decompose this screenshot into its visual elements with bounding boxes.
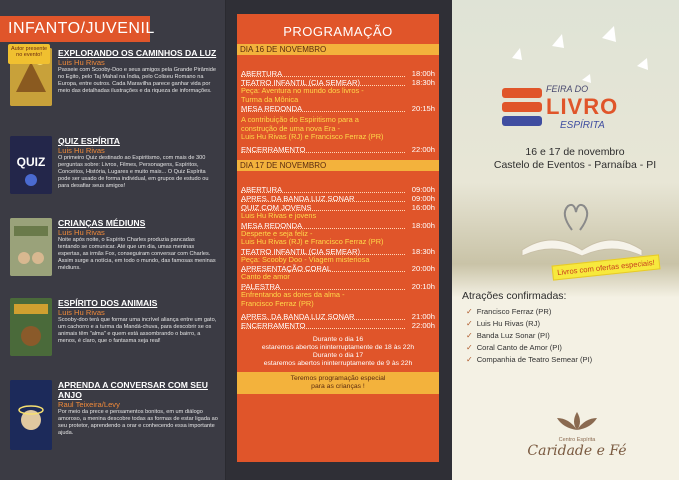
- program-panel: [226, 0, 452, 480]
- list-item: [466, 342, 592, 354]
- event-detail: Desperte e seja feliz -: [241, 228, 313, 238]
- opening-note: estaremos abertos ininterruptamente de 9 às 22h: [263, 360, 413, 368]
- event-detail: Enfrentando as dores da alma -: [241, 289, 345, 299]
- event-detail: Peça: Aventura no mundo dos livros -: [241, 86, 364, 95]
- event-detail: Luis Hu Rivas e jovens: [241, 210, 317, 220]
- book-item: [6, 298, 216, 376]
- event-name: MESA REDONDA: [241, 104, 303, 114]
- check-icon: ✓: [466, 307, 473, 316]
- book-description: Scooby-doo terá que formar uma incrível aliança entre um gato, um cachorro e a turma da Mandá-chuva, para descobrir se os animais têm "alma" e quem está assombrando o bairro, a menos, é claro, que o fantasma seja real!: [58, 317, 217, 344]
- schedule-item: [237, 78, 439, 87]
- event-time: 18:30h: [411, 246, 435, 256]
- schedule-item: [237, 69, 439, 78]
- event-time: 20:00h: [411, 264, 435, 274]
- event-info-panel: [452, 0, 679, 480]
- book-author: Luis Hu Rivas: [58, 228, 105, 237]
- book-author: Luis Hu Rivas: [58, 308, 105, 317]
- schedule-item: [237, 104, 439, 113]
- attraction-name: Companhia de Teatro Semear (PI): [476, 355, 593, 364]
- book-author: Luis Hu Rivas: [58, 58, 105, 67]
- event-name: TEATRO INFANTIL (CIA SEMEAR): [241, 246, 360, 256]
- event-name: APRES. DA BANDA LUZ SONAR: [241, 312, 355, 322]
- event-detail: Luis Hu Rivas (RJ) e Francisco Ferraz (PR): [241, 132, 384, 142]
- event-name: APRESENTAÇÃO CORAL: [241, 264, 332, 274]
- animals-cover-icon: [10, 298, 52, 356]
- book-cover: [10, 136, 52, 194]
- schedule-item: [237, 203, 439, 212]
- infanto-juvenil-panel: [0, 0, 226, 480]
- book-description: O primeiro Quiz destinado ao Espiritismo, com mais de 300 perguntas sobre: Livros, Filmes, Personagens, Espíritos, Conceitos, História, Lugares e muito mais... O Quiz Espírita pode ser usado de forma individual, em grupos de estudo ou para desafiar seus amigos!: [58, 155, 209, 189]
- book-cover: [10, 380, 52, 450]
- event-detail: Francisco Ferraz (PR): [241, 298, 314, 308]
- event-detail: Luis Hu Rivas (RJ) e Francisco Ferraz (PR): [241, 237, 384, 247]
- event-detail: Turma da Mônica: [241, 94, 299, 104]
- lotus-icon: [552, 410, 602, 432]
- schedule-item: [237, 312, 439, 321]
- book-title: QUIZ ESPÍRITA: [58, 136, 120, 146]
- event-name: PALESTRA: [241, 281, 281, 291]
- book-title: APRENDA A CONVERSAR COM SEU ANJO: [58, 380, 208, 400]
- schedule-item: [237, 221, 439, 230]
- check-icon: ✓: [466, 355, 473, 364]
- attractions-list: [466, 306, 592, 366]
- author-present-badge: Autor presente no evento!: [8, 44, 50, 64]
- organizer-subtitle: Centro Espírita: [558, 437, 596, 443]
- schedule-item: [237, 321, 439, 330]
- check-icon: ✓: [466, 343, 473, 352]
- book-item: [6, 136, 216, 214]
- offer-tag: Livros com ofertas especiais!: [552, 254, 661, 280]
- logo-feira-text: FEIRA DO: [546, 84, 589, 94]
- event-name: QUIZ COM JOVENS: [241, 202, 312, 212]
- list-item: [466, 318, 592, 330]
- schedule-item: [237, 185, 439, 194]
- event-time: 21:00h: [411, 312, 435, 322]
- opening-note: Durante o dia 17: [312, 352, 364, 360]
- event-time: 22:00h: [411, 321, 435, 331]
- attraction-name: Luis Hu Rivas (RJ): [476, 319, 540, 328]
- opening-note: estaremos abertos ininterruptamente de 18 às 22h: [261, 344, 415, 352]
- event-detail: A contribuição do Espiritismo para a: [241, 115, 359, 125]
- event-name: APRES. DA BANDA LUZ SONAR: [241, 193, 355, 203]
- schedule-item: [237, 282, 439, 291]
- book-cover: [10, 298, 52, 356]
- book-author: Raul Teixeira/Levy: [58, 400, 120, 409]
- organizer-logo: [482, 410, 672, 459]
- event-time: 18:00h: [411, 220, 435, 230]
- book-description: Noite após noite, o Espírito Charles produzia pancadas tentando se comunicar. Até que um dia, umas meninas espertas, as irmãs Fox, conseguiram conversar com Charles. Assim surge a notícia, em todo o mundo, das famosas meninas médiuns.: [58, 237, 216, 271]
- event-time: 22:00h: [411, 144, 435, 154]
- book-author: Luis Hu Rivas: [58, 146, 105, 155]
- event-name: ABERTURA: [241, 69, 283, 78]
- list-item: [466, 330, 592, 342]
- organizer-name: Caridade e Fé: [527, 443, 627, 459]
- schedule-item: [237, 145, 439, 154]
- schedule-item: [237, 247, 439, 256]
- event-dates: [480, 146, 670, 172]
- feira-logo: [500, 82, 640, 140]
- event-detail: construção de uma nova Era -: [241, 123, 341, 133]
- event-name: MESA REDONDA: [241, 220, 303, 230]
- book-item: [6, 380, 216, 460]
- event-name: ENCERRAMENTO: [241, 321, 306, 331]
- book-title: EXPLORANDO OS CAMINHOS DA LUZ: [58, 48, 217, 58]
- event-time: 18:30h: [411, 78, 435, 87]
- book-description: Por meio da prece e pensamentos bonitos, em um diálogo amoroso, a menina descobre todas as formas de estar ligada ao seu protetor, aprendendo a orar e conhecendo essa importante ajuda.: [58, 409, 218, 436]
- book-cover: [10, 218, 52, 276]
- children-cover-icon: [10, 218, 52, 276]
- list-item: [466, 306, 592, 318]
- event-detail: Canto de amor: [241, 272, 290, 282]
- check-icon: ✓: [466, 331, 473, 340]
- event-name: ENCERRAMENTO: [241, 144, 306, 154]
- day-header: DIA 17 DE NOVEMBRO: [237, 160, 439, 171]
- opening-note: Durante o dia 16: [312, 336, 364, 344]
- book-title: CRIANÇAS MÉDIUNS: [58, 218, 146, 228]
- dates-line: 16 e 17 de novembro: [525, 146, 625, 158]
- angel-cover-icon: [10, 380, 52, 450]
- book-item: [6, 218, 216, 294]
- attraction-name: Francisco Ferraz (PR): [476, 307, 552, 316]
- svg-text:QUIZ: QUIZ: [16, 155, 46, 169]
- check-icon: ✓: [466, 319, 473, 328]
- day-header: DIA 16 DE NOVEMBRO: [237, 44, 439, 55]
- book-title: ESPÍRITO DOS ANIMAIS: [58, 298, 158, 308]
- place-line: Castelo de Eventos - Parnaíba - PI: [493, 159, 657, 171]
- program-title: PROGRAMAÇÃO: [283, 24, 393, 39]
- event-time: 20:10h: [411, 281, 435, 291]
- event-name: ABERTURA: [241, 184, 283, 194]
- schedule-item: [237, 194, 439, 203]
- list-item: [466, 354, 592, 366]
- event-detail: Peça: Scooby Doo - Viagem misteriosa: [241, 254, 370, 264]
- logo-espirita-text: ESPÍRITA: [560, 120, 605, 131]
- book-description: Passeie com Scooby-Doo e seus amigos pela Grande Pirâmide no Egito, pelo Taj Mahal na Índia, pelo Coliseu Romano na Europa, entre outros. Cada Maravilha parece ganhar vida por meio das detalhadas ilustrações e da riqueza de informações.: [58, 67, 216, 94]
- event-time: 09:00h: [411, 184, 435, 194]
- special-line: para as crianças !: [311, 383, 365, 391]
- event-time: 09:00h: [411, 193, 435, 203]
- attraction-name: Banda Luz Sonar (PI): [476, 331, 550, 340]
- attractions-title: Atrações confirmadas:: [462, 290, 567, 302]
- event-time: 20:15h: [411, 104, 435, 114]
- logo-livro-text: LIVRO: [546, 94, 619, 119]
- program-box: [237, 14, 439, 462]
- kids-special-banner: [237, 372, 439, 394]
- event-name: TEATRO INFANTIL (CIA SEMEAR): [241, 78, 360, 87]
- special-line: Teremos programação especial: [290, 375, 386, 383]
- event-time: 18:00h: [411, 69, 435, 78]
- quiz-cover-icon: [10, 136, 52, 194]
- schedule-item: [237, 264, 439, 273]
- event-time: 16:00h: [411, 202, 435, 212]
- section-title: INFANTO/JUVENIL: [0, 16, 150, 42]
- attraction-name: Coral Canto de Amor (PI): [476, 343, 562, 352]
